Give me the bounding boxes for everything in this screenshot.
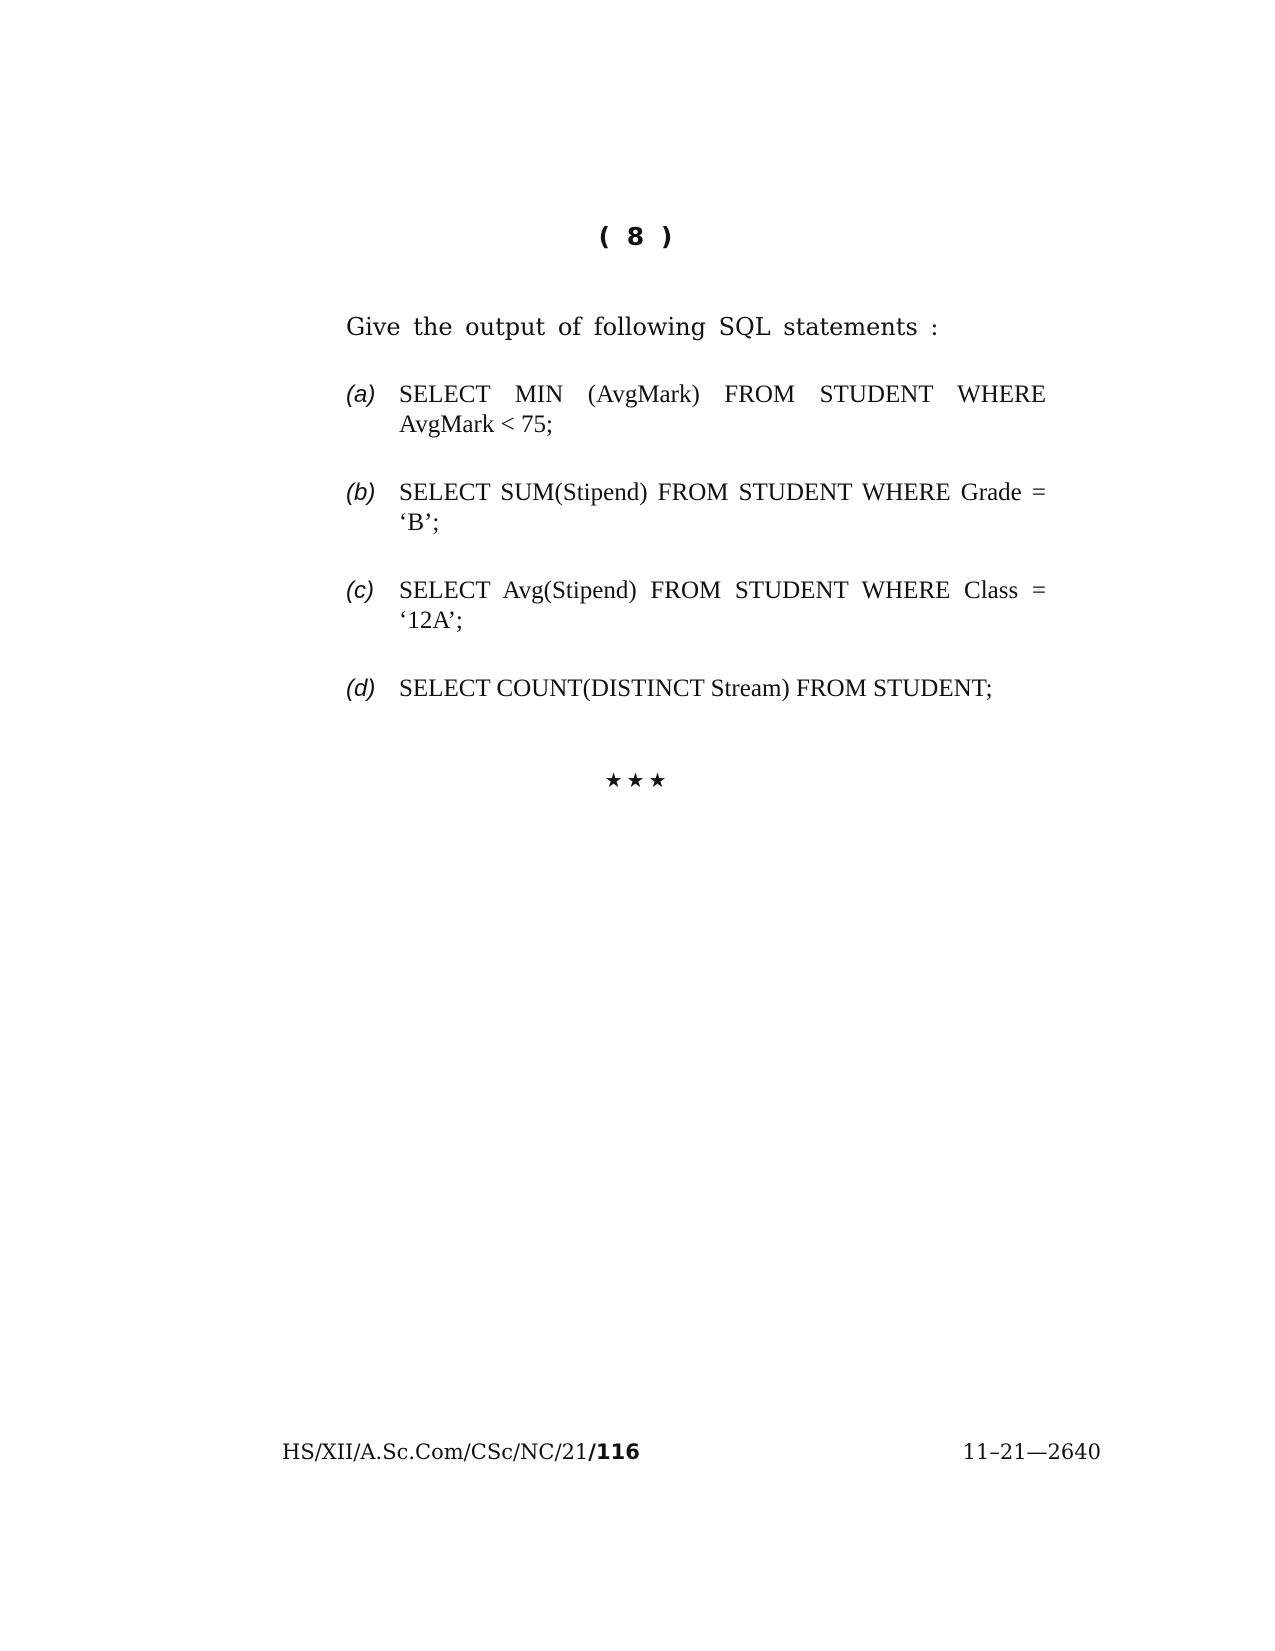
page-number: ( 8 ) [598, 222, 677, 251]
paper-code-number: /116 [588, 1440, 640, 1464]
question-item-d [346, 674, 1046, 704]
question-item-a [346, 380, 1046, 440]
question-text: SELECT MIN (AvgMark) FROM STUDENT WHERE AvgMark < 75; [399, 381, 1046, 438]
question-text: SELECT SUM(Stipend) FROM STUDENT WHERE Grade = ‘B’; [399, 479, 1046, 536]
question-label: (b) [346, 479, 376, 506]
question-list [346, 380, 1046, 742]
paper-code [282, 1440, 640, 1464]
question-label: (a) [346, 381, 376, 408]
question-instruction: Give the output of following SQL statements : [346, 313, 939, 341]
question-text: SELECT Avg(Stipend) FROM STUDENT WHERE Class = ‘12A’; [399, 577, 1046, 634]
print-code: 11–21—2640 [962, 1440, 1101, 1464]
question-item-c [346, 576, 1046, 636]
question-item-b [346, 478, 1046, 538]
question-text: SELECT COUNT(DISTINCT Stream) FROM STUDENT; [399, 675, 993, 702]
end-marker: ★★★ [604, 768, 671, 792]
paper-code-prefix: HS/XII/A.Sc.Com/CSc/NC/21 [282, 1440, 589, 1464]
question-label: (d) [346, 675, 376, 702]
question-label: (c) [346, 577, 374, 604]
